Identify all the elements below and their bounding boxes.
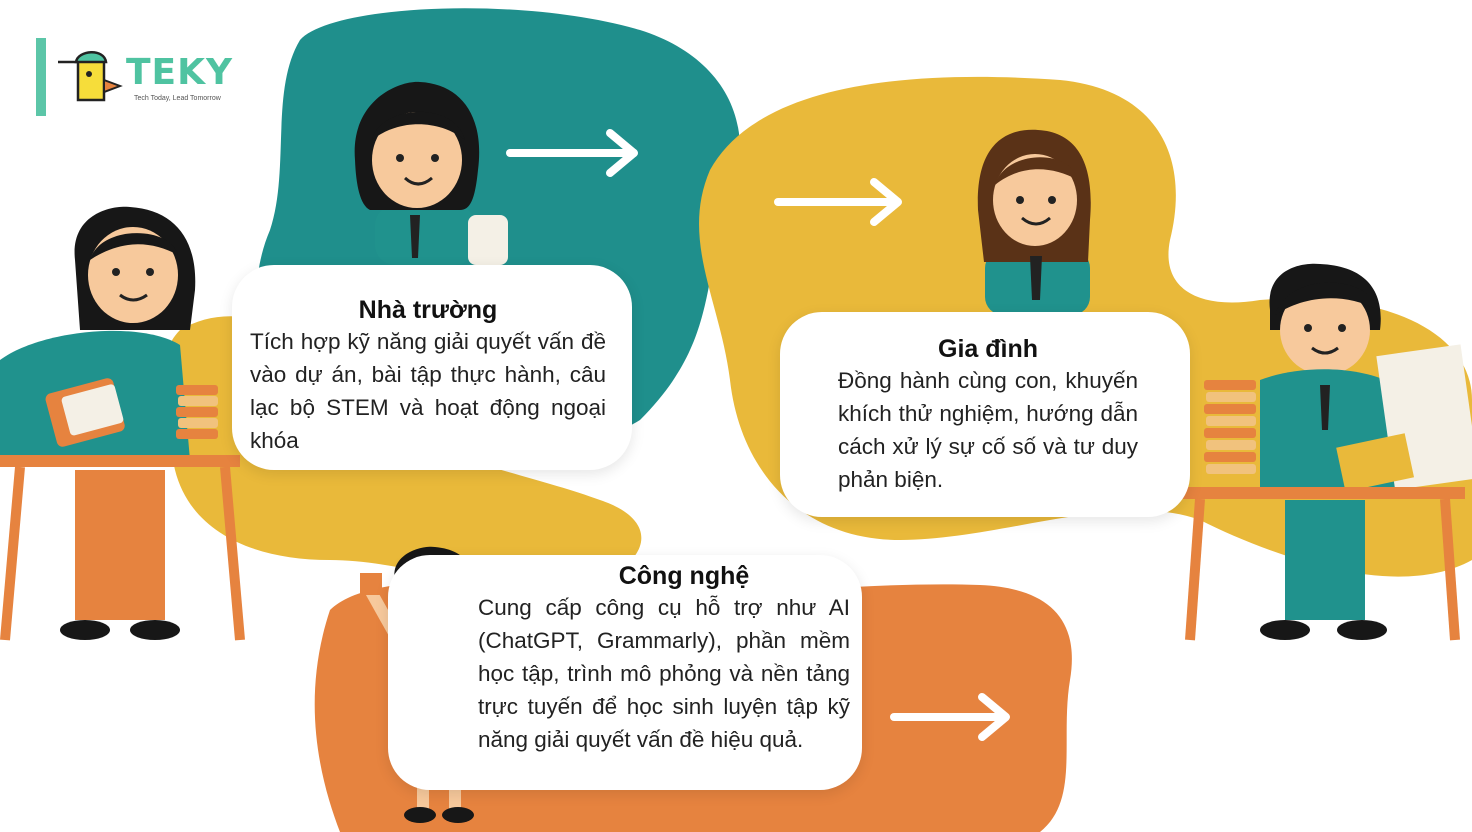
card-school-title: Nhà trường [358, 296, 498, 324]
card-technology-title: Công nghệ [618, 562, 750, 590]
card-family [780, 312, 1190, 517]
logo-wordmark: TEKY [126, 52, 234, 93]
student-girl-right [978, 130, 1091, 315]
card-school [232, 265, 632, 470]
card-technology-body: Cung cấp công cụ hỗ trợ như AI (ChatGPT, Grammarly), phần mềm học tập, trình mô phỏng và nền tảng trực tuyến để học sinh luyện tập kỹ năng giải quyết vấn đề hiệu quả. [478, 595, 850, 752]
card-family-body: Đồng hành cùng con, khuyến khích thử nghiệm, hướng dẫn cách xử lý sự cố số và tư duy phản biện. [838, 368, 1138, 492]
card-school-body: Tích hợp kỹ năng giải quyết vấn đề vào dự án, bài tập thực hành, câu lạc bộ STEM và hoạt động ngoại khóa [250, 329, 606, 453]
card-technology [388, 555, 862, 790]
logo-tagline: Tech Today, Lead Tomorrow [134, 95, 221, 102]
duck-mascot-icon [56, 44, 126, 114]
logo-accent-bar [36, 38, 46, 116]
card-family-title: Gia đình [938, 335, 1038, 363]
teky-logo [36, 38, 236, 118]
student-girl-left [0, 207, 240, 640]
